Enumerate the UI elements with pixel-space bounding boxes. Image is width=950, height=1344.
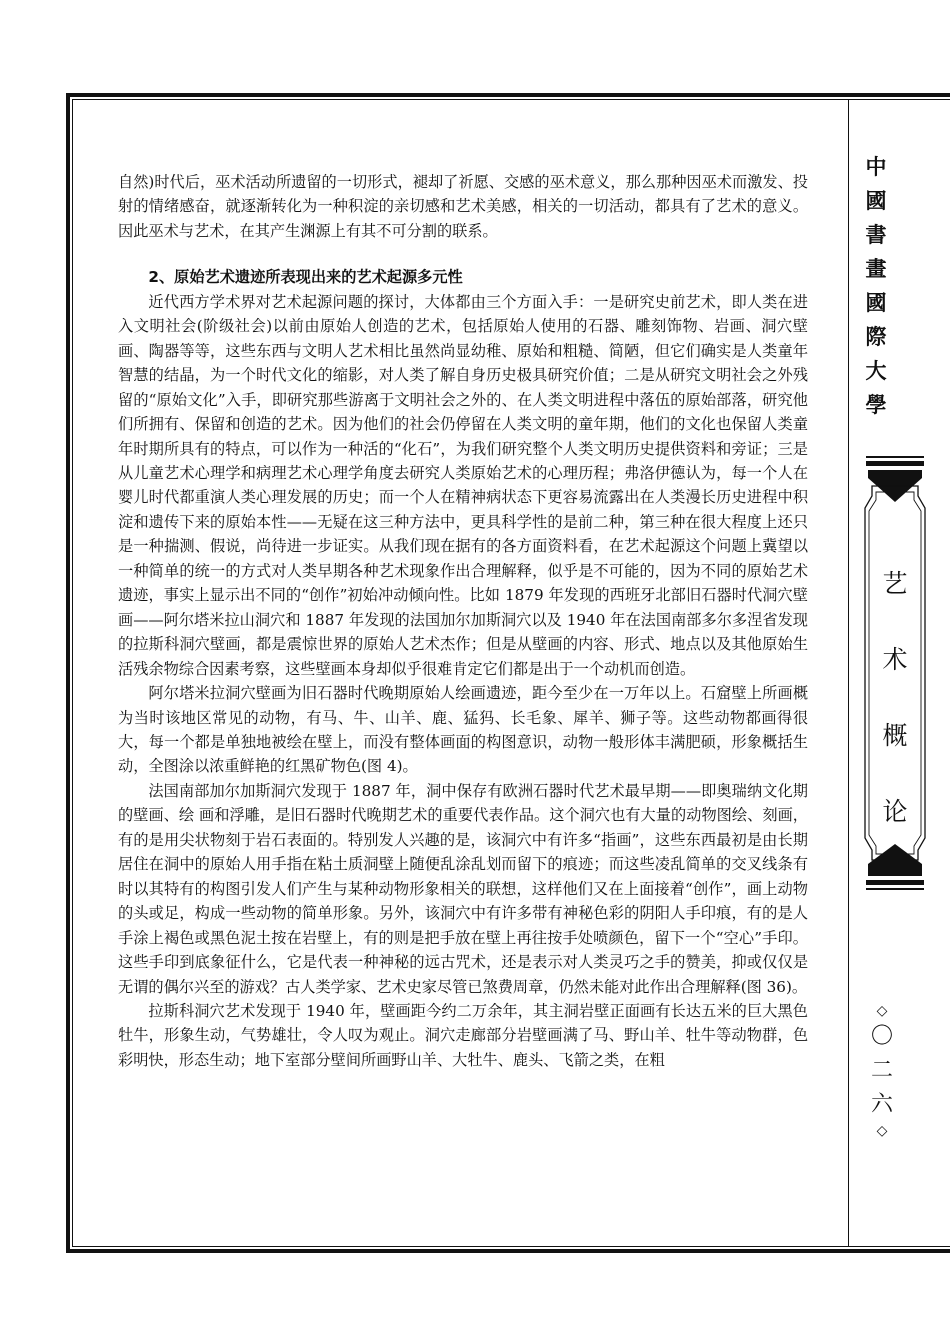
- main-text: [118, 170, 808, 1072]
- book-title: 艺 术 概 论: [882, 569, 908, 826]
- side-divider: [848, 99, 849, 1247]
- paragraph-lascaux: 拉斯科洞穴艺术发现于 1940 年，壁画距今约二万余年，其主洞岩壁正面画有长达五米的巨大黑色牡牛，形象生动，气势雄壮，令人叹为观止。洞穴走廊部分岩壁画满了马、野山羊、牡牛等动物群，色彩明快，形态生动；地下室部分壁间所画野山羊、大牡牛、鹿头、飞箭之类，在粗: [118, 1001, 808, 1069]
- paragraph-origins-research: 近代西方学术界对艺术起源问题的探讨，大体都由三个方面入手：一是研究史前艺术，即人类在进入文明社会(阶级社会)以前由原始人创造的艺术，包括原始人使用的石器、雕刻饰物、岩画、洞穴壁画、陶器等等，这些东西与文明人艺术相比虽然尚显幼稚、原始和粗糙、简陋，但它们确实是人类童年智慧的结晶，为一个时代文化的缩影，对人类了解自身历史极具研究价值；二是从研究文明社会之外残留的“原始文化”入手，即研究那些游离于文明社会之外的、在人类文明进程中落伍的原始部落，研究他们所拥有、保留和创造的艺术。因为他们的社会仍停留在人类文明的童年期，他们的文化也保留人类童年时期所具有的特点，可以作为一种活的“化石”，为我们研究整个人类文明历史提供资料和旁证；三是从儿童艺术心理学和病理艺术心理学角度去研究人类原始艺术的心理历程；弗洛伊德认为，每一个人在婴儿时代都重演人类心理发展的历史；而一个人在精神病状态下更容易流露出在人类漫长历史进程中积淀和遗传下来的原始本性——无疑在这三种方法中，更具科学性的是前二种，第三种在很大程度上还只是一种揣测、假说，尚待进一步证实。从我们现在据有的各方面资料看，在艺术起源这个问题上冀望以一种简单的统一的方式对人类早期各种艺术现象作出合理解释，似乎是不可能的，因为不同的原始艺术遗迹，事实上显示出不同的“创作”初始冲动倾向性。比如 1879 年发现的西班牙北部旧石器时代洞穴壁画——阿尔塔米拉山洞穴和 1887 年发现的法国加尔加斯洞穴以及 1940 年在法国南部多尔多涅省发现的拉斯科洞穴壁画，都是震惊世界的原始人艺术杰作；但是从壁画的内容、形式、地点以及其他原始生活残余物综合因素考察，这些壁画本身却似乎很难肯定它们都是出于一个动机而创造。: [118, 292, 808, 678]
- side-header-university: 中 國 書 畫 國 際 大 學: [865, 155, 887, 417]
- diamond-icon: ◇: [876, 1003, 888, 1019]
- section-heading: 2、原始艺术遗迹所表现出来的艺术起源多元性: [148, 268, 463, 287]
- paragraph-altamira: 阿尔塔米拉洞穴壁画为旧石器时代晚期原始人绘画遗迹，距今至少在一万年以上。石窟壁上所画概为当时该地区常见的动物，有马、牛、山羊、鹿、猛犸、长毛象、犀羊、狮子等。这些动物都画得很大，每一个都是单独地被绘在壁上，而没有整体画面的构图意识，动物一般形体丰满肥硕，形象概括生动，全图涂以浓重鲜艳的红黑矿物色(图 4)。: [118, 684, 808, 776]
- paragraph-continued: 自然)时代后，巫术活动所遗留的一切形式，褪却了祈愿、交感的巫术意义，那么那种因巫术而激发、投射的情绪感奋，就逐渐转化为一种积淀的亲切感和艺术美感，相关的一切活动，都具有了艺术的意义。因此巫术与艺术，在其产生渊源上有其不可分割的联系。: [118, 173, 808, 240]
- page-number: ◇ 〇 二 六 ◇: [862, 1002, 902, 1140]
- diamond-icon: ◇: [876, 1123, 888, 1139]
- paragraph-gargas: 法国南部加尔加斯洞穴发现于 1887 年，洞中保存有欧洲石器时代艺术最早期——即奥瑞纳文化期的壁画、绘 画和浮雕，是旧石器时代晚期艺术的重要代表作品。这个洞穴也有大量的动物图绘、刻画，有的是用尖状物刻于岩石表面的。特别发人兴趣的是，该洞穴中有许多“指画”，这些东西最初是由长期居住在洞中的原始人用手指在粘土质洞壁上随便乱涂乱划而留下的痕迹；而这些凌乱简单的交叉线条有时以其特有的构图引发人们产生与某种动物形象相关的联想，这样他们又在上面接着“创作”，画上动物的头或足，构成一些动物的简单形象。另外，该洞穴中有许多带有神秘色彩的阴阳人手印痕，有的是人手涂上褐色或黑色泥土按在岩壁上，有的则是把手放在壁上再往按手处喷颜色，留下一个“空心”手印。这些手印到底象征什么，它是代表一种神秘的远古咒术，还是表示对人类灵巧之手的赞美，抑或仅仅是无谓的偶尔兴至的游戏？古人类学家、艺术史家尽管已煞费周章，仍然未能对此作出合理解释(图 36)。: [118, 781, 808, 996]
